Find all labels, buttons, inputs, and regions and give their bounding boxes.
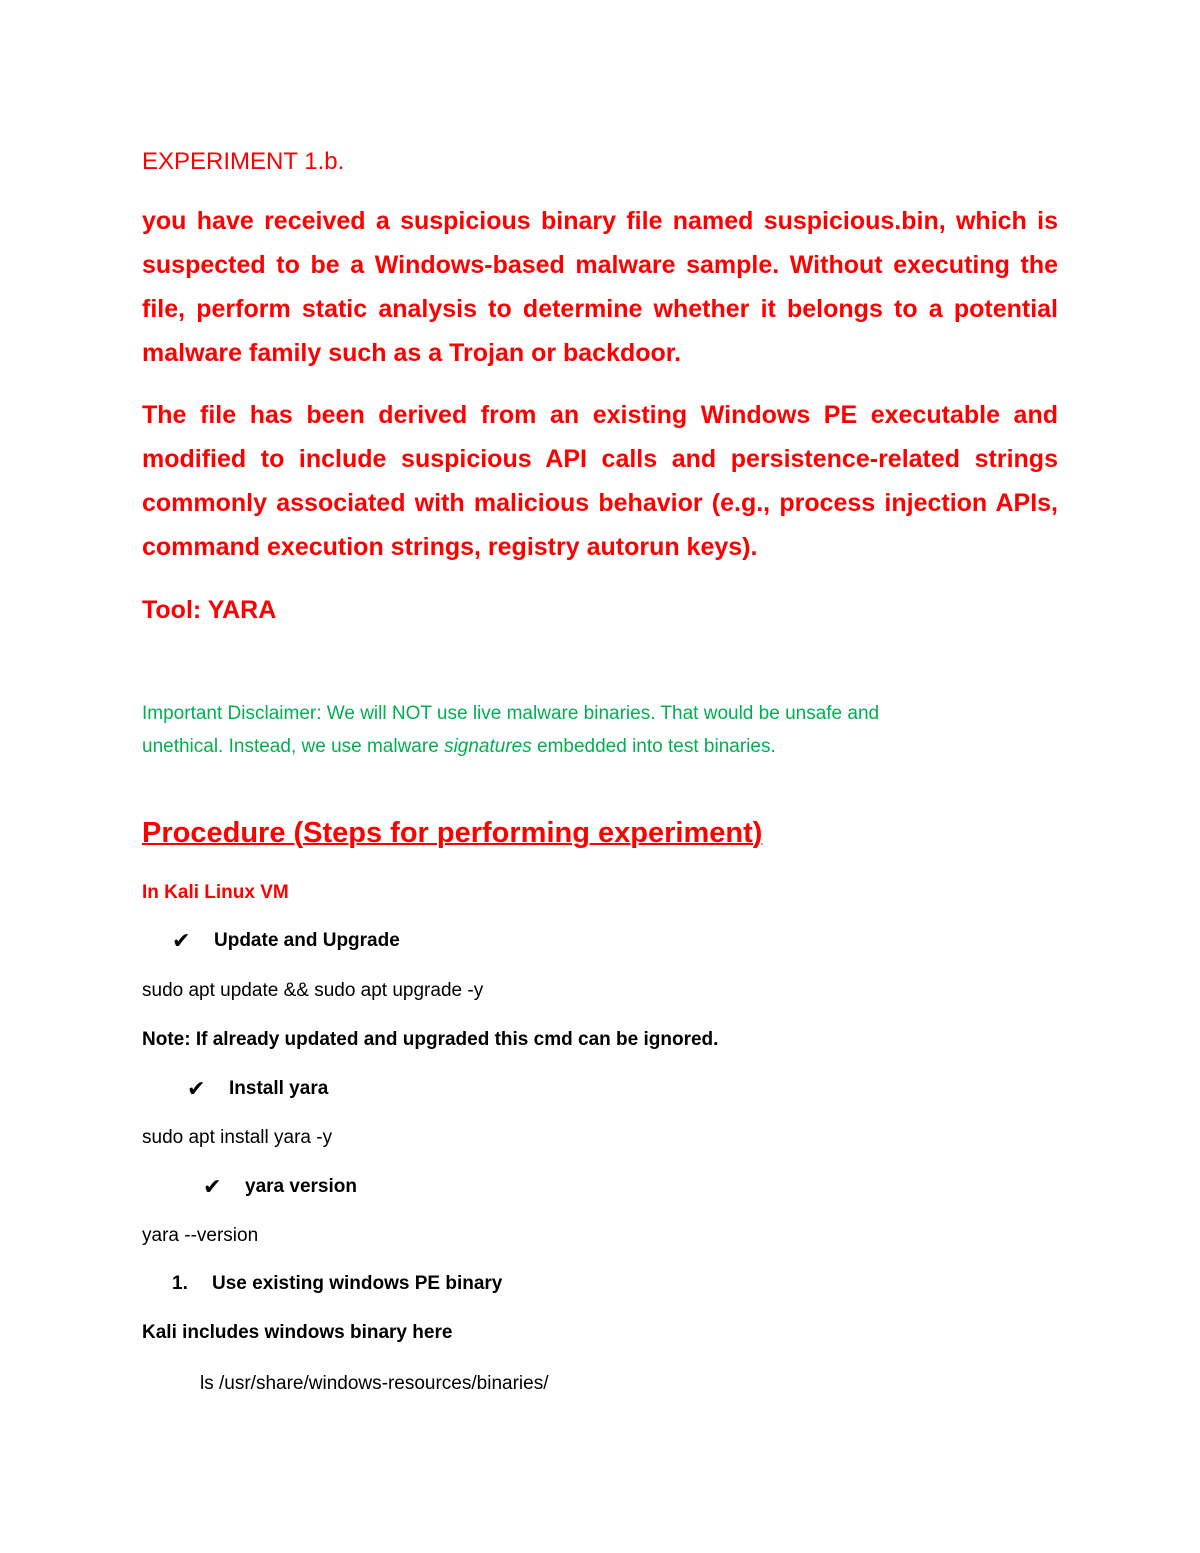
checkmark-icon: ✔ (172, 928, 191, 953)
disclaimer-line-1: Important Disclaimer: We will NOT use live malware binaries. That would be unsafe and (142, 703, 880, 724)
procedure-heading: Procedure (Steps for performing experiment) (142, 817, 763, 849)
checklist-item-label: Update and Upgrade (214, 930, 400, 951)
disclaimer-text-after: embedded into test binaries. (531, 736, 776, 757)
checklist-item-update (172, 927, 400, 955)
step-label: Use existing windows PE binary (212, 1273, 503, 1294)
command-ls-binaries: ls /usr/share/windows-resources/binaries/ (200, 1373, 549, 1394)
numbered-step-1 (172, 1270, 502, 1298)
checklist-item-version (203, 1173, 357, 1201)
disclaimer-text-before: unethical. Instead, we use malware (142, 736, 445, 757)
command-version: yara --version (142, 1225, 259, 1246)
checkmark-icon: ✔ (187, 1076, 206, 1101)
step-number: 1. (172, 1273, 188, 1294)
experiment-title: EXPERIMENT 1.b. (142, 148, 345, 175)
kali-includes-line: Kali includes windows binary here (142, 1322, 453, 1343)
checklist-item-label: yara version (245, 1176, 357, 1197)
checklist-item-install (187, 1075, 328, 1103)
task-description-paragraph: you have received a suspicious binary file named suspicious.bin, which is suspected to be a Windows-based malware sample. Without executing the file, perform static analysis to determine whether it belongs to a potential malware family such as a Trojan or backdoor. (142, 207, 1058, 367)
file-details-paragraph: The file has been derived from an existing Windows PE executable and modified to include suspicious API calls and persistence-related strings commonly associated with malicious behavior (e.g., process injection APIs, command execution strings, registry autorun keys). (142, 401, 1058, 561)
tool-line: Tool: YARA (142, 596, 277, 624)
command-update: sudo apt update && sudo apt upgrade -y (142, 980, 484, 1001)
disclaimer-line-2 (142, 730, 1042, 763)
command-install: sudo apt install yara -y (142, 1127, 333, 1148)
in-kali-label: In Kali Linux VM (142, 882, 289, 903)
checklist-item-label: Install yara (229, 1078, 329, 1099)
checkmark-icon: ✔ (203, 1174, 222, 1199)
note-line: Note: If already updated and upgraded this cmd can be ignored. (142, 1029, 719, 1050)
disclaimer-italic-signatures: signatures (444, 736, 532, 757)
